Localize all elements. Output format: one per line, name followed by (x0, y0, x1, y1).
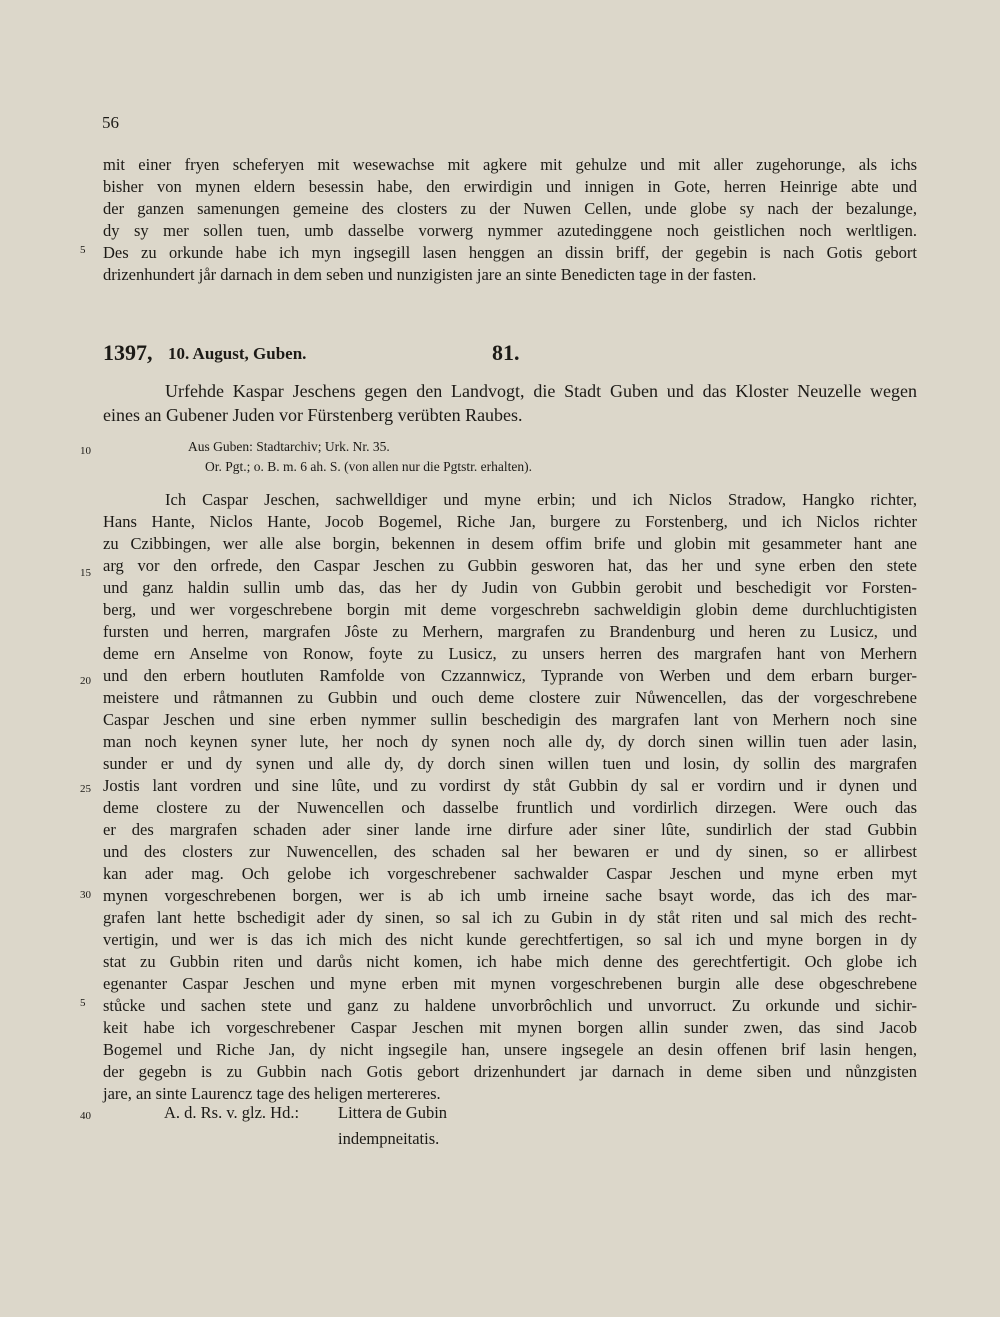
text-line: Jostis lant vordren und sine lûte, und zu vordirst dy ståt Gubbin dy sal er vordirn und ir dynen und (103, 776, 917, 795)
line-number: 40 (80, 1110, 91, 1122)
dorsal-note-text: indempneitatis. (338, 1129, 440, 1148)
regest-line: Urfehde Kaspar Jeschens gegen den Landvogt, die Stadt Guben und das Kloster Neuzelle wegen (165, 381, 917, 401)
line-number: 20 (80, 675, 91, 687)
text-line: grafen lant hette bschedigit ader dy sinen, so sal ich zu Gubin in dy ståt riten und sal mich des recht- (103, 908, 917, 927)
text-line: mynen vorgeschrebenen borgen, wer is ab ich umb irneine sache bsayt worde, das ich des mar- (103, 886, 917, 905)
text-line: zu Czibbingen, wer alle alse borgin, bekennen in desem offim brife und globin mit gesammeter hant ane (103, 534, 917, 553)
text-line: und den erbern houtluten Ramfolde von Czzannwicz, Typrande von Werben und dem erbarn burger- (103, 666, 917, 685)
text-line: man noch keynen syner lute, her noch dy synen noch alle dy, dy dorch sinen willin tuen ader lasin, (103, 732, 917, 751)
regest (103, 379, 917, 427)
text-line: meistere und råtmannen zu Gubbin und ouch deme clostere zuir Nůwencellen, das der vorgeschrebene (103, 688, 917, 707)
line-number: 25 (80, 783, 91, 795)
text-line: sunder er und dy synen und alle dy, dy dorch sinen willen tuen und losin, dy sollin des margrafen (103, 754, 917, 773)
text-line: egenanter Caspar Jeschen und myne erben mit mynen vorgeschrebenen burgin alle dese obgeschrebene (103, 974, 917, 993)
text-line: deme ern Anselme von Ronow, foyte zu Lusicz, zu unsers herren des margrafen hant von Merhern (103, 644, 917, 663)
line-number: 10 (80, 445, 91, 457)
text-line: arg vor den orfrede, den Caspar Jeschen zu Gubbin gesworen hat, das her und syne erben den stete (103, 556, 917, 575)
text-line: stůcke und sachen stete und ganz zu haldene unvorbrôchlich und unvorruct. Zu orkunde und sichir- (103, 996, 917, 1015)
text-line: drizenhundert jår darnach in dem seben und nunzigisten jare an sinte Benedicten tage in der fasten. (103, 265, 757, 284)
regest-line: eines an Gubener Juden vor Fürstenberg verübten Raubes. (103, 405, 523, 425)
text-line: berg, und wer vorgeschrebene borgin mit deme vorgeschrebn sachweldigin globin deme durchluchtigisten (103, 600, 917, 619)
text-line: Caspar Jeschen und sine erben nymmer sullin beschedigin des margrafen lant von Merhern noch sine (103, 710, 917, 729)
text-line: bisher von mynen eldern besessin habe, den erwirdigin und innigen in Gote, herren Heinrige abte und (103, 177, 917, 196)
text-line: kan ader mag. Och gelobe ich vorgeschrebener sachwalder Caspar Jeschen und myne erben myt (103, 864, 917, 883)
text-line: mit einer fryen scheferyen mit wesewachse mit agkere mit gehulze und mit aller zugehorunge, als ichs (103, 155, 917, 174)
text-line: stat zu Gubbin riten und darůs nicht komen, ich habe mich denne des gerechtfertigit. Och globe ich (103, 952, 917, 971)
text-line: dy sy mer sollen tuen, umb dasselbe vorwerg nymmer azutedinggene noch geistlichen noch werltligen. (103, 221, 917, 240)
text-line: und des closters zur Nuwencellen, des schaden sal her bewaren er und dy sinen, so er allirbest (103, 842, 917, 861)
line-number: 15 (80, 567, 91, 579)
document-date-place: 10. August, Guben. (168, 344, 307, 363)
text-line: deme clostere zu der Nuwencellen och dasselbe fruntlich und vordirlich dirzegen. Were ouch das (103, 798, 917, 817)
top-paragraph (103, 154, 917, 286)
document-number: 81. (492, 340, 520, 365)
source-note: Aus Guben: Stadtarchiv; Urk. Nr. 35. (188, 439, 390, 454)
text-line: Ich Caspar Jeschen, sachwelldiger und myne erbin; und ich Niclos Stradow, Hangko richter, (165, 490, 917, 509)
dorsal-note-label: A. d. Rs. v. glz. Hd.: (164, 1103, 300, 1122)
charter-text (103, 489, 917, 1105)
page-number: 56 (102, 113, 119, 132)
text-line: jare, an sinte Laurencz tage des heligen mertereres. (103, 1084, 441, 1103)
line-number: 5 (80, 244, 86, 256)
dorsal-note-text: Littera de Gubin (338, 1103, 448, 1122)
text-line: Des zu orkunde habe ich myn ingsegill lasen henggen an dissin briff, der gegebin is nach Gotis gebort (103, 243, 917, 262)
text-line: der ganzen samenungen gemeine des closters zu der Nuwen Cellen, unde globe sy nach der bezalunge, (103, 199, 917, 218)
text-line: vertigin, und wer is das ich mich des nicht kunde gerechtfertigen, so sal ich und myne borgen in dy (103, 930, 917, 949)
text-line: keit habe ich vorgeschrebener Caspar Jeschen mit mynen borgen allin sunder zwen, das sind Jacob (103, 1018, 917, 1037)
text-line: fursten und herren, margrafen Jôste zu Merhern, margrafen zu Brandenburg und heren zu Lusicz, und (103, 622, 917, 641)
text-line: er des margrafen schaden ader siner lande irne dirfure ader siner lûte, sundirlich der stad Gubbin (103, 820, 917, 839)
line-number: 5 (80, 997, 86, 1009)
line-number: 30 (80, 889, 91, 901)
text-line: der gegebn is zu Gubbin nach Gotis gebort drizenhundert jar darnach in deme siben und nůnzgisten (103, 1062, 917, 1081)
document-year: 1397, (103, 340, 153, 365)
text-line: und ganz haldin sullin umb das, das her dy Judin von Gubbin gerobit und beschedigit vor Forsten- (103, 578, 917, 597)
text-line: Hans Hante, Niclos Hante, Jocob Bogemel, Riche Jan, burgere zu Forstenberg, und ich Niclos richter (103, 512, 917, 531)
source-note: Or. Pgt.; o. B. m. 6 ah. S. (von allen nur die Pgtstr. erhalten). (205, 459, 532, 474)
text-line: Bogemel und Riche Jan, dy nicht ingsegile han, unsere ingsegele an desin offenen brif lasin hengen, (103, 1040, 917, 1059)
